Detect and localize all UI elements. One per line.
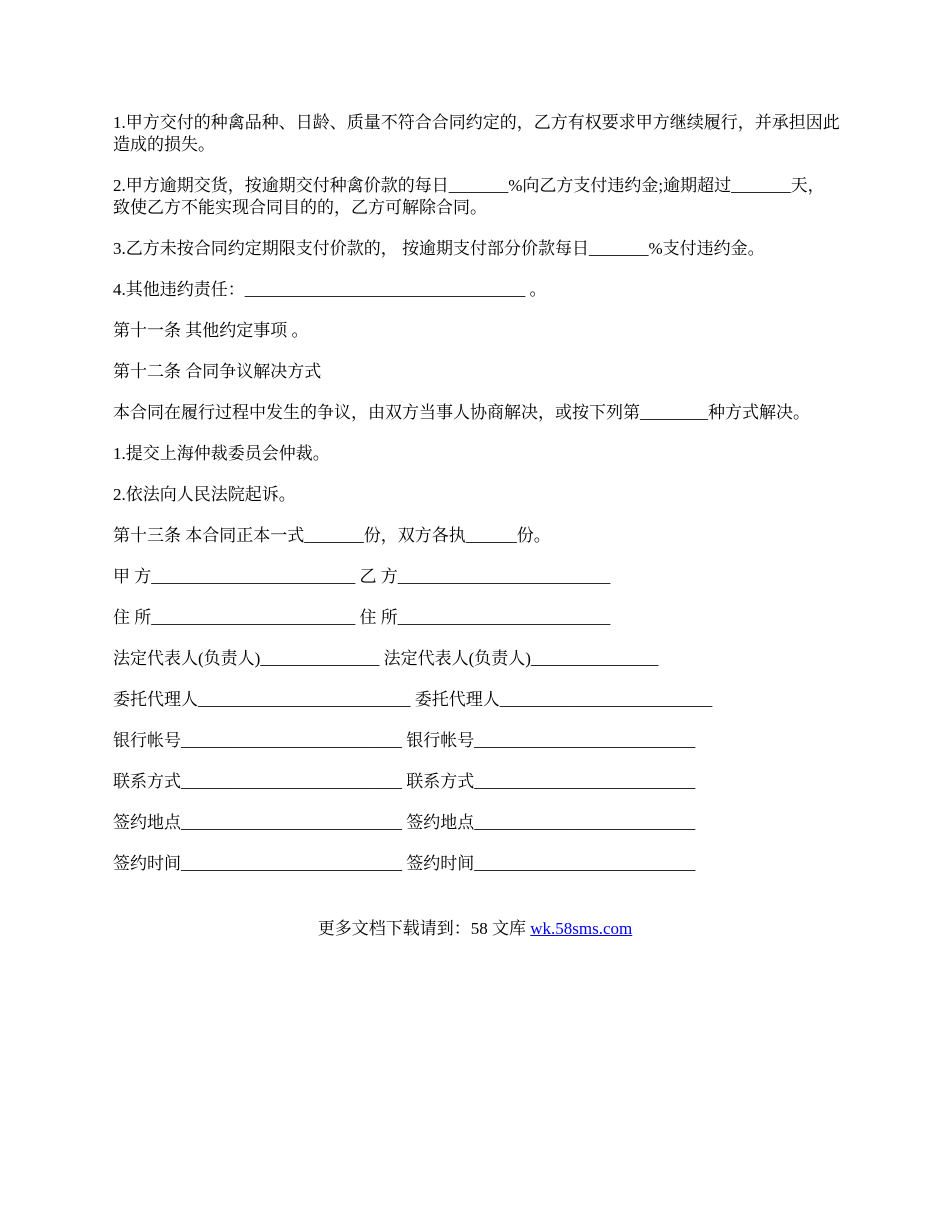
dispute-resolution-text: 本合同在履行过程中发生的争议，由双方当事人协商解决，或按下列第________种方式解决。 — [113, 403, 810, 422]
article-12-heading: 第十二条 合同争议解决方式 — [113, 362, 322, 381]
article-11-heading: 第十一条 其他约定事项 。 — [113, 321, 309, 340]
signature-bank-account-row: 银行帐号__________________________ 银行帐号__________________________ — [113, 731, 696, 750]
clause-liability-1: 1.甲方交付的种禽品种、日龄、质量不符合合同约定的，乙方有权要求甲方继续履行，并承担因此造成的损失。 — [113, 113, 840, 154]
signature-legal-rep-row: 法定代表人(负责人)______________ 法定代表人(负责人)_______________ — [113, 649, 659, 668]
footer-link[interactable]: wk.58sms.com — [530, 919, 633, 938]
dispute-option-litigation: 2.依法向人民法院起诉。 — [113, 485, 296, 504]
signature-party-row: 甲 方________________________ 乙 方_________________________ — [113, 567, 611, 586]
download-footer — [0, 918, 950, 940]
signature-address-row: 住 所________________________ 住 所_________________________ — [113, 608, 611, 627]
signature-date-row: 签约时间__________________________ 签约时间__________________________ — [113, 854, 696, 873]
signature-place-row: 签约地点__________________________ 签约地点__________________________ — [113, 813, 696, 832]
contract-page — [113, 112, 841, 894]
signature-contact-row: 联系方式__________________________ 联系方式__________________________ — [113, 772, 696, 791]
dispute-option-arbitration: 1.提交上海仲裁委员会仲裁。 — [113, 444, 330, 463]
signature-agent-row: 委托代理人_________________________ 委托代理人_________________________ — [113, 690, 713, 709]
article-13-copies: 第十三条 本合同正本一式_______份，双方各执______份。 — [113, 526, 551, 545]
clause-liability-4: 4.其他违约责任：_________________________________ 。 — [113, 280, 547, 299]
footer-text: 更多文档下载请到：58 文库 — [317, 919, 531, 938]
clause-liability-2: 2.甲方逾期交货，按逾期交付种禽价款的每日_______%向乙方支付违约金;逾期超过_______天，致使乙方不能实现合同目的的，乙方可解除合同。 — [113, 176, 825, 217]
clause-liability-3: 3.乙方未按合同约定期限支付价款的， 按逾期支付部分价款每日_______%支付违约金。 — [113, 239, 765, 258]
